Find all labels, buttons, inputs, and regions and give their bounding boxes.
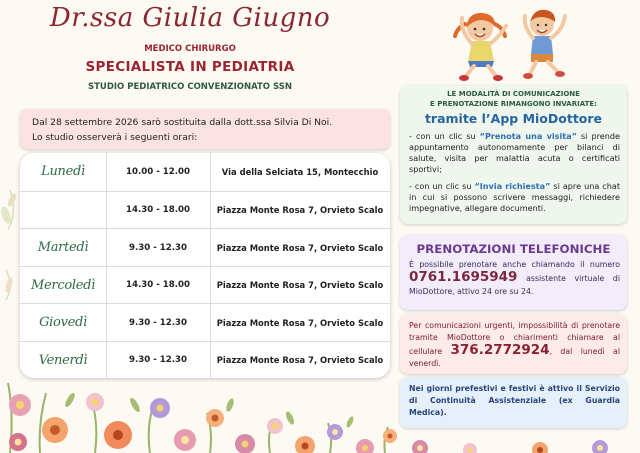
time-range: 14.30 - 18.00	[126, 205, 190, 216]
day-label: Martedì	[37, 240, 89, 256]
app-p1-text: - con un clic su	[409, 131, 480, 141]
urgent-text-end: , dal lunedì al venerdì.	[409, 347, 620, 368]
substitution-notice	[20, 109, 390, 149]
phone-booking-text-start: È possibile prenotare anche chiamando il numero	[409, 260, 620, 269]
location: Piazza Monte Rosa 7, Orvieto Scalo	[216, 205, 384, 216]
day-label: Giovedì	[39, 315, 87, 331]
send-request-highlight: “Invia richiesta”	[474, 181, 551, 191]
location: Via della Selciata 15, Montecchio	[221, 166, 379, 177]
location: Piazza Monte Rosa 7, Orvieto Scalo	[216, 280, 384, 291]
notice-line-1: Dal 28 settembre 2026 sarò sostituita dalla dott.ssa Silvia Di Noi.	[32, 117, 333, 128]
time-range: 9.30 - 12.30	[129, 355, 187, 366]
studio-type: STUDIO PEDIATRICO CONVENZIONATO SSN	[88, 82, 292, 92]
app-p2-text-end: si apre una chat in cui si possono scrivere messaggi, richiedere impegnative, allegare documenti.	[409, 181, 620, 213]
holiday-service-text: Nei giorni prefestivi e festivi è attivo il Servizio di Continuità Assistenziale (ex Guardia Medica).	[409, 384, 620, 417]
doctor-name: Dr.ssa Giulia Giugno	[49, 3, 331, 33]
time-range: 9.30 - 12.30	[129, 317, 187, 328]
table-row	[20, 266, 390, 305]
book-visit-highlight: “Prenota una visita”	[479, 131, 577, 141]
day-label: Venerdì	[38, 352, 88, 368]
app-heading-line-1: LE MODALITÀ DI COMUNICAZIONE	[447, 90, 580, 98]
phone-booking-box	[400, 235, 627, 310]
schedule-table	[20, 153, 390, 378]
urgent-text-start: Per comunicazioni urgenti, impossibilità di prenotare tramite MioDottore o chiarimenti chiamare al cellulare	[409, 321, 620, 356]
flowers-illustration	[0, 360, 640, 453]
location: Piazza Monte Rosa 7, Orvieto Scalo	[216, 317, 384, 328]
doctor-role: MEDICO CHIRURGO	[144, 44, 236, 54]
phone-booking-text	[409, 258, 620, 298]
app-title: tramite l’App MioDottore	[424, 111, 603, 126]
notice-line-2: Lo studio osserverà i seguenti orari:	[32, 132, 198, 143]
app-heading-line-2: E PRENOTAZIONE RIMANGONO INVARIATE:	[430, 100, 597, 108]
location: Piazza Monte Rosa 7, Orvieto Scalo	[216, 242, 384, 253]
table-row	[20, 153, 390, 191]
day-label: Lunedì	[41, 164, 85, 180]
table-row	[20, 303, 390, 342]
location: Piazza Monte Rosa 7, Orvieto Scalo	[216, 355, 384, 366]
jumping-children-illustration	[438, 2, 580, 84]
phone-number: 0761.1695949	[409, 269, 518, 285]
mobile-number: 376.2772924	[450, 342, 550, 358]
app-p1-text-end: si prende appuntamento autonomamente per bilanci di salute, visita per malattia acuta o certificati sportivi;	[409, 131, 620, 174]
table-row	[20, 191, 390, 230]
doctor-specialty: SPECIALISTA IN PEDIATRIA	[85, 59, 295, 75]
app-request-paragraph	[409, 181, 620, 214]
app-booking-box	[400, 85, 627, 224]
phone-booking-title: PRENOTAZIONI TELEFONICHE	[416, 242, 611, 256]
app-booking-paragraph	[409, 131, 620, 175]
table-row	[20, 228, 390, 267]
day-label	[20, 192, 106, 230]
app-p2-text: - con un clic su	[409, 181, 475, 191]
time-range: 14.30 - 18.00	[126, 280, 190, 291]
time-range: 9.30 - 12.30	[129, 242, 187, 253]
day-label: Mercoledì	[31, 277, 95, 293]
time-range: 10.00 - 12.00	[126, 166, 190, 177]
phone-booking-text-end: assistente virtuale di MioDottore, attivo 24 ore su 24.	[409, 274, 620, 296]
